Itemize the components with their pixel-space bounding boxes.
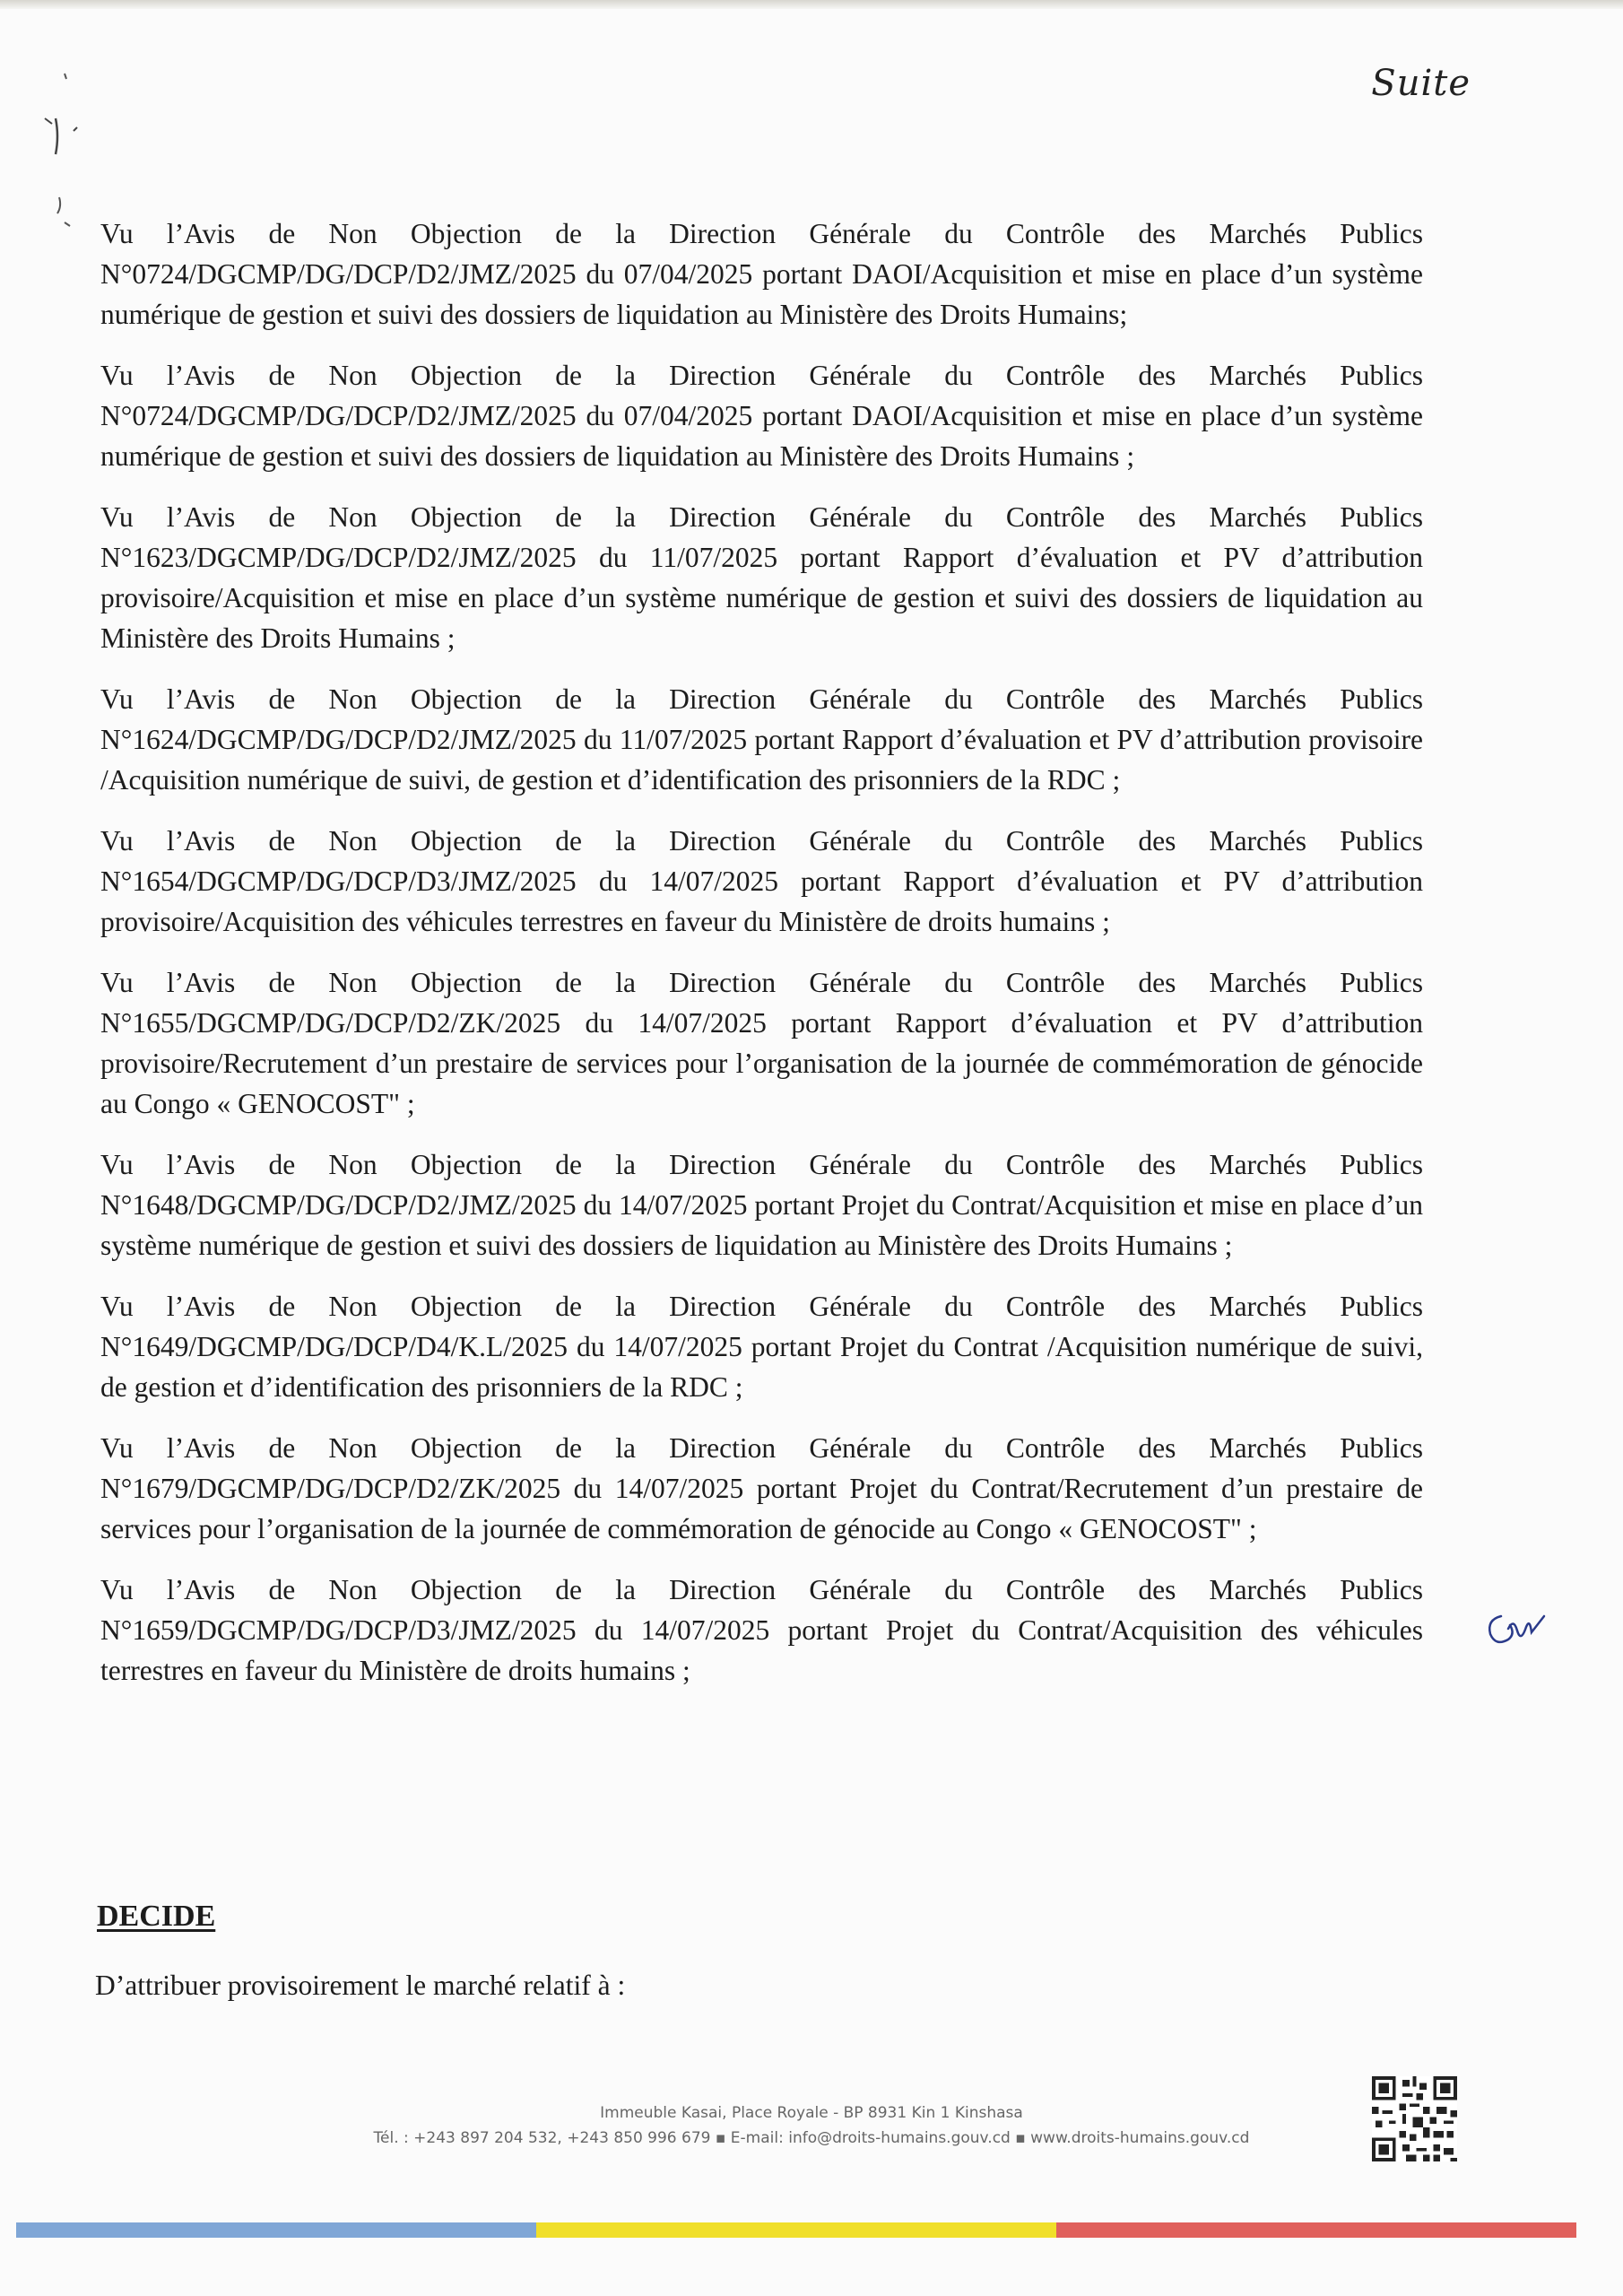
consideration-paragraph: Vu l’Avis de Non Objection de la Direction Générale du Contrôle des Marchés Publics N°1623/DGCMP/DG/DCP/D2/JMZ/2025 du 11/07/2025 portant Rapport d’évaluation et PV d’attribution provisoire/Acquisition et mise en place d’un système numérique de gestion et suivi des dossiers de liquidation au Ministère des Droits Humains ; [100,501,1423,654]
consideration-paragraph: Vu l’Avis de Non Objection de la Direction Générale du Contrôle des Marchés Publics N°0724/DGCMP/DG/DCP/D2/JMZ/2025 du 07/04/2025 portant DAOI/Acquisition et mise en place d’un système numérique de gestion et suivi des dossiers de liquidation au Ministère des Droits Humains; [100,218,1423,330]
qr-code-icon [1372,2076,1457,2161]
decide-heading: DECIDE [97,1900,216,1933]
consideration-paragraph: Vu l’Avis de Non Objection de la Direction Générale du Contrôle des Marchés Publics N°1654/DGCMP/DG/DCP/D3/JMZ/2025 du 14/07/2025 portant Rapport d’évaluation et PV d’attribution provisoire/Acquisition des véhicules terrestres en faveur du Ministère de droits humains ; [100,825,1423,937]
decision-text: D’attribuer provisoirement le marché relatif à : [95,1970,626,2001]
footer-contact: Tél. : +243 897 204 532, +243 850 996 679 ▪ E-mail: info@droits-humains.gouv.cd ▪ www.droits-humains.gouv.cd [373,2129,1250,2147]
consideration-paragraph: Vu l’Avis de Non Objection de la Direction Générale du Contrôle des Marchés Publics N°1659/DGCMP/DG/DCP/D3/JMZ/2025 du 14/07/2025 portant Projet du Contrat/Acquisition des véhicules terrestres en faveur du Ministère de droits humains ; [100,1574,1423,1686]
consideration-paragraph: Vu l’Avis de Non Objection de la Direction Générale du Contrôle des Marchés Publics N°0724/DGCMP/DG/DCP/D2/JMZ/2025 du 07/04/2025 portant DAOI/Acquisition et mise en place d’un système numérique de gestion et suivi des dossiers de liquidation au Ministère des Droits Humains ; [100,360,1423,472]
flag-segment-red [1056,2222,1576,2238]
margin-ink-marks [20,63,82,242]
flag-segment-yellow [536,2222,1056,2238]
national-colors-bar [16,2222,1576,2238]
suite-annotation: Suite [1371,63,1471,104]
considerations-list [100,213,1423,1711]
handwritten-initials [1481,1605,1553,1650]
consideration-paragraph: Vu l’Avis de Non Objection de la Direction Générale du Contrôle des Marchés Publics N°1679/DGCMP/DG/DCP/D2/ZK/2025 du 14/07/2025 portant Projet du Contrat/Recrutement d’un prestaire de services pour l’organisation de la journée de commémoration de génocide au Congo « GENOCOST" ; [100,1432,1423,1544]
consideration-paragraph: Vu l’Avis de Non Objection de la Direction Générale du Contrôle des Marchés Publics N°1649/DGCMP/DG/DCP/D4/K.L/2025 du 14/07/2025 portant Projet du Contrat /Acquisition numérique de suivi, de gestion et d’identification des prisonniers de la RDC ; [100,1291,1423,1403]
consideration-paragraph: Vu l’Avis de Non Objection de la Direction Générale du Contrôle des Marchés Publics N°1624/DGCMP/DG/DCP/D2/JMZ/2025 du 11/07/2025 portant Rapport d’évaluation et PV d’attribution provisoire /Acquisition numérique de suivi, de gestion et d’identification des prisonniers de la RDC ; [100,683,1423,796]
flag-segment-blue [16,2222,536,2238]
consideration-paragraph: Vu l’Avis de Non Objection de la Direction Générale du Contrôle des Marchés Publics N°1648/DGCMP/DG/DCP/D2/JMZ/2025 du 14/07/2025 portant Projet du Contrat/Acquisition et mise en place d’un système numérique de gestion et suivi des dossiers de liquidation au Ministère des Droits Humains ; [100,1149,1423,1261]
footer-address: Immeuble Kasai, Place Royale - BP 8931 Kin 1 Kinshasa [600,2104,1023,2122]
page-edge [0,0,1623,9]
consideration-paragraph: Vu l’Avis de Non Objection de la Direction Générale du Contrôle des Marchés Publics N°1655/DGCMP/DG/DCP/D2/ZK/2025 du 14/07/2025 portant Rapport d’évaluation et PV d’attribution provisoire/Recrutement d’un prestaire de services pour l’organisation de la journée de commémoration de génocide au Congo « GENOCOST" ; [100,967,1423,1119]
